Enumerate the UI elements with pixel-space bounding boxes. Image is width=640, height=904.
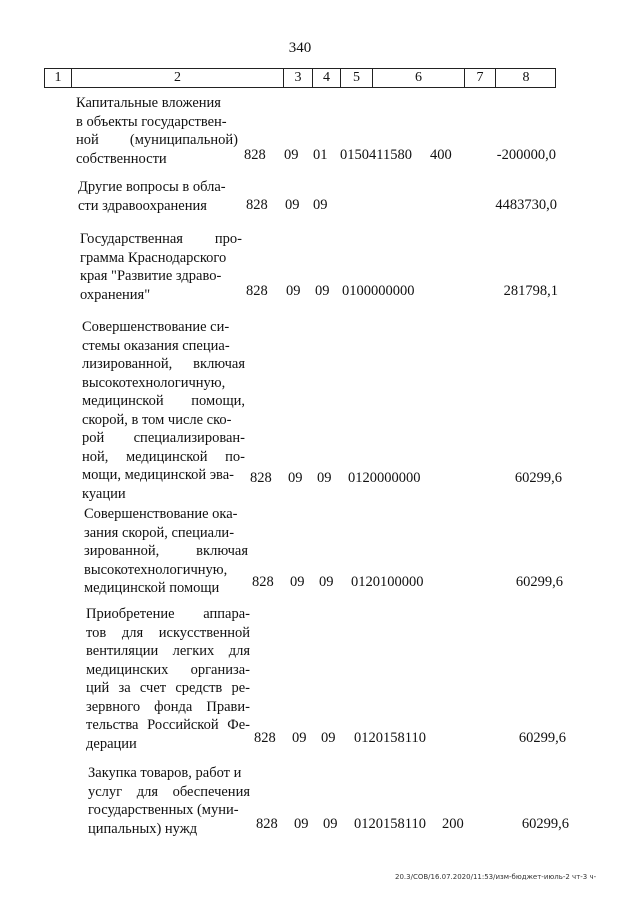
cell-col5: 09 bbox=[319, 574, 334, 590]
desc-line: Капитальные вложения bbox=[76, 95, 221, 111]
desc-line: тельства Российской Фе- bbox=[86, 717, 250, 733]
desc-line: грамма Краснодарского bbox=[80, 249, 227, 266]
cell-col3: 828 bbox=[256, 816, 278, 832]
cell-col7: 400 bbox=[430, 147, 452, 163]
cell-col7: 200 bbox=[442, 816, 464, 832]
desc-line: услуг для обеспечения bbox=[88, 783, 250, 800]
cell-col5: 09 bbox=[317, 470, 332, 486]
desc-line: ной (муниципальной) bbox=[76, 132, 238, 148]
cell-col8: 60299,6 bbox=[515, 574, 563, 590]
cell-col5: 09 bbox=[323, 816, 338, 832]
row-description bbox=[82, 318, 245, 503]
cell-col4: 09 bbox=[292, 730, 307, 746]
desc-line: Совершенствование си- bbox=[82, 319, 230, 335]
cell-col4: 09 bbox=[288, 470, 303, 486]
row-description bbox=[78, 178, 242, 215]
cell-col5: 09 bbox=[313, 197, 328, 213]
desc-line: зания скорой, специали- bbox=[84, 524, 235, 541]
desc-line: Другие вопросы в обла- bbox=[78, 179, 226, 195]
cell-col5: 09 bbox=[321, 730, 336, 746]
row-description bbox=[76, 94, 238, 168]
desc-line: рой специализирован- bbox=[82, 430, 245, 446]
header-col-4: 4 bbox=[313, 69, 341, 87]
cell-col8: 60299,6 bbox=[518, 730, 566, 746]
desc-line: высокотехнологичную, bbox=[82, 374, 226, 391]
header-col-7: 7 bbox=[465, 69, 496, 87]
cell-col3: 828 bbox=[246, 197, 268, 213]
cell-col8: 281798,1 bbox=[503, 283, 558, 299]
desc-line: государственных (муни- bbox=[88, 802, 239, 818]
desc-line: дерации bbox=[86, 735, 137, 752]
cell-col3: 828 bbox=[246, 283, 268, 299]
cell-col8: 60299,6 bbox=[521, 816, 569, 832]
cell-col6: 0120100000 bbox=[351, 574, 424, 590]
row-description bbox=[84, 505, 248, 598]
desc-line: мощи, медицинской эва- bbox=[82, 467, 234, 483]
desc-line: скорой, в том числе ско- bbox=[82, 411, 232, 428]
desc-line: Приобретение аппара- bbox=[86, 606, 250, 622]
table-header-row bbox=[44, 68, 556, 88]
desc-line: медицинской помощи, bbox=[82, 393, 245, 409]
cell-col4: 09 bbox=[294, 816, 309, 832]
desc-line: края "Развитие здраво- bbox=[80, 268, 222, 284]
cell-col6: 0150411580 bbox=[340, 147, 412, 163]
cell-col8: -200000,0 bbox=[496, 147, 556, 163]
header-col-6: 6 bbox=[373, 69, 465, 87]
cell-col8: 60299,6 bbox=[514, 470, 562, 486]
cell-col8: 4483730,0 bbox=[495, 197, 557, 213]
desc-line: высокотехнологичную, bbox=[84, 561, 228, 578]
page-number: 340 bbox=[288, 40, 312, 56]
cell-col4: 09 bbox=[284, 147, 299, 163]
desc-line: зированной, включая bbox=[84, 543, 248, 559]
desc-line: Закупка товаров, работ и bbox=[88, 765, 242, 781]
desc-line: медицинской помощи bbox=[84, 580, 220, 596]
desc-line: Государственная про- bbox=[80, 231, 242, 247]
cell-col6: 0120158110 bbox=[354, 730, 426, 746]
cell-col4: 09 bbox=[290, 574, 305, 590]
desc-line: стемы оказания специа- bbox=[82, 337, 230, 354]
header-col-2: 2 bbox=[72, 69, 284, 87]
footer-code: 20.3/СОВ/16.07.2020/11:53/изм-бюджет-июль-2 чт-3 ч- bbox=[395, 873, 597, 881]
row-description bbox=[86, 605, 250, 753]
desc-line: тов для искусственной bbox=[86, 624, 250, 641]
cell-col4: 09 bbox=[285, 197, 300, 213]
cell-col3: 828 bbox=[252, 574, 274, 590]
row-description bbox=[88, 764, 250, 838]
cell-col5: 09 bbox=[315, 283, 330, 299]
cell-col5: 01 bbox=[313, 147, 328, 163]
cell-col3: 828 bbox=[254, 730, 276, 746]
desc-line: сти здравоохранения bbox=[78, 197, 207, 214]
desc-line: лизированной, включая bbox=[82, 356, 245, 372]
cell-col4: 09 bbox=[286, 283, 301, 299]
desc-line: собственности bbox=[76, 150, 167, 167]
header-col-3: 3 bbox=[284, 69, 313, 87]
cell-col3: 828 bbox=[244, 147, 266, 163]
desc-line: зервного фонда Прави- bbox=[86, 698, 250, 715]
desc-line: вентиляции легких для bbox=[86, 643, 250, 659]
cell-col6: 0120158110 bbox=[354, 816, 426, 832]
desc-line: Совершенствование ока- bbox=[84, 506, 238, 522]
desc-line: медицинских организа- bbox=[86, 661, 250, 678]
desc-line: куации bbox=[82, 485, 126, 502]
row-description bbox=[80, 230, 242, 304]
desc-line: ций за счет средств ре- bbox=[86, 680, 250, 696]
desc-line: ципальных) нужд bbox=[88, 820, 198, 837]
header-col-8: 8 bbox=[522, 70, 530, 85]
cell-col6: 0120000000 bbox=[348, 470, 421, 486]
desc-line: охранения" bbox=[80, 286, 151, 303]
cell-col6: 0100000000 bbox=[342, 283, 415, 299]
desc-line: в объекты государствен- bbox=[76, 113, 227, 130]
header-col-1: 1 bbox=[45, 69, 72, 87]
cell-col3: 828 bbox=[250, 470, 272, 486]
desc-line: ной, медицинской по- bbox=[82, 448, 245, 465]
header-col-5: 5 bbox=[341, 69, 373, 87]
